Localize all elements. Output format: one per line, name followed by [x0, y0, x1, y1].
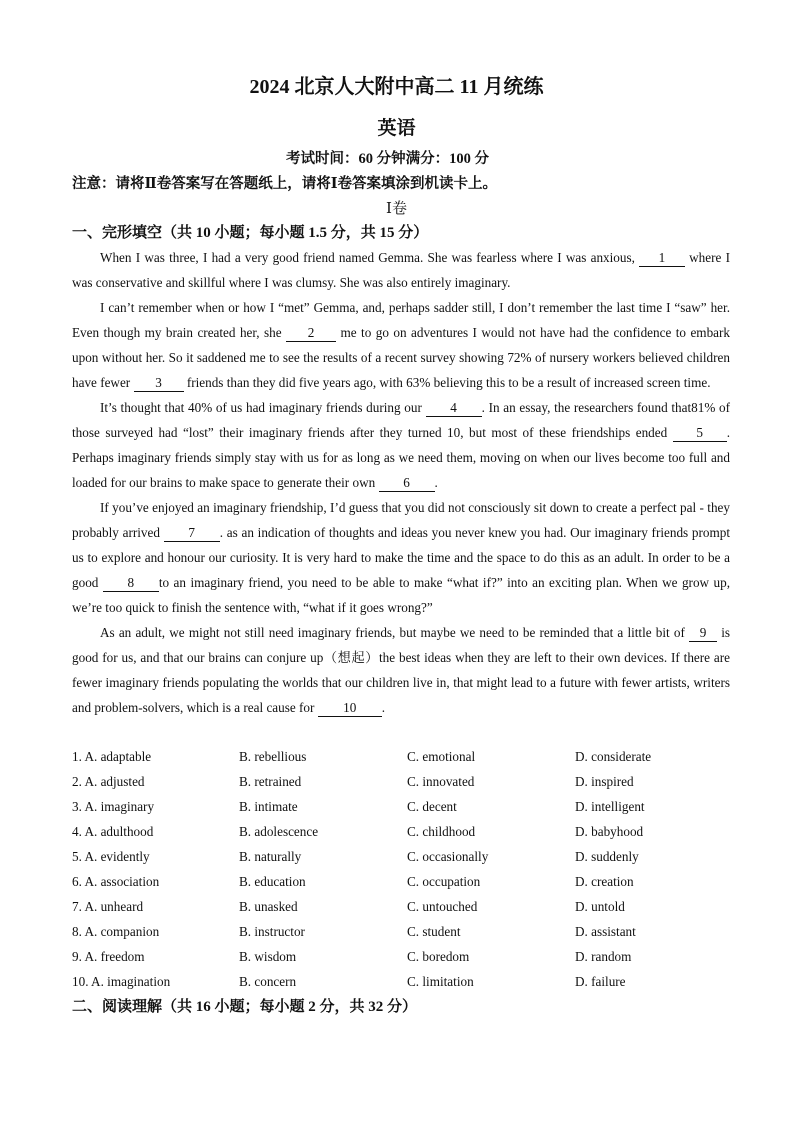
blank-7: 7: [164, 525, 220, 542]
option-b: B. rebellious: [239, 749, 307, 764]
option-c: C. occupation: [407, 874, 481, 889]
question-row: [72, 794, 730, 819]
option-d: D. failure: [575, 974, 626, 989]
question-row: [72, 869, 730, 894]
option-d: D. considerate: [575, 749, 652, 764]
passage-text: When I was three, I had a very good friend named Gemma. She was fearless where I was anxious,: [100, 250, 635, 265]
option-c: C. untouched: [407, 899, 478, 914]
paragraph-4: [72, 495, 730, 620]
passage-text: .: [434, 475, 438, 490]
question-row: [72, 919, 730, 944]
exam-notice: 注意：请将Ⅱ卷答案写在答题纸上，请将Ⅰ卷答案填涂到机读卡上。: [72, 176, 498, 192]
option-a: 9. A. freedom: [72, 949, 145, 964]
passage-text: . In an essay, the researchers found that81% of those surveyed had “lost” their imaginary friends after they turned 10, but most of these friendships ended: [72, 400, 730, 440]
paragraph-3: [72, 395, 730, 495]
option-d: D. untold: [575, 899, 625, 914]
option-b: B. unasked: [239, 899, 298, 914]
option-c: C. emotional: [407, 749, 476, 764]
option-c: C. student: [407, 924, 461, 939]
option-c: C. childhood: [407, 824, 476, 839]
paragraph-2: [72, 295, 730, 395]
passage-text: I can’t remember when or how I “met” Gemma, and, perhaps sadder still, I don’t remember the last time I “saw” her. Even though my brain created her, she: [72, 300, 730, 340]
option-d: D. inspired: [575, 774, 634, 789]
option-b: B. adolescence: [239, 824, 319, 839]
option-d: D. creation: [575, 874, 634, 889]
question-options: [72, 744, 730, 994]
question-row: [72, 944, 730, 969]
passage-text: to an imaginary friend, you need to be able to make “what if?” into an exciting plan. When we grow up, we’re too quick to finish the sentence with, “what if it goes wrong?”: [72, 575, 731, 615]
blank-8: 8: [103, 575, 159, 592]
blank-3: 3: [134, 375, 184, 392]
option-a: 3. A. imaginary: [72, 799, 155, 814]
passage-text: . Perhaps imaginary friends simply stay with us for as long as we need them, moving on when our lives become too full and loaded for our brains to make space to generate their own: [72, 425, 730, 490]
section-2-heading: 二、阅读理解（共 16 小题；每小题 2 分，共 32 分）: [72, 999, 418, 1015]
option-a: 2. A. adjusted: [72, 774, 145, 789]
option-d: D. suddenly: [575, 849, 639, 864]
option-a: 6. A. association: [72, 874, 160, 889]
blank-4: 4: [426, 400, 482, 417]
subject-title: 英语: [377, 118, 416, 139]
passage-text: is good for us, and that our brains can conjure up（想起）the best ideas when they are left to their own devices. If there are fewer imaginary friends populating the worlds that our children live in, that might lead to a future with fewer artists, writers and problem-solvers, which is a real cause for: [72, 625, 730, 715]
passage-text: As an adult, we might not still need imaginary friends, but maybe we need to be reminded that a little bit of: [100, 625, 685, 640]
passage-text: If you’ve enjoyed an imaginary friendship, I’d guess that you did not consciously sit down to create a perfect pal - they probably arrived: [72, 500, 730, 540]
passage-text: It’s thought that 40% of us had imaginary friends during our: [100, 400, 422, 415]
blank-1: 1: [639, 250, 685, 267]
paragraph-5: [72, 620, 730, 720]
passage-text: .: [381, 700, 386, 715]
blank-9: 9: [689, 625, 717, 642]
passage-text: friends than they did five years ago, with 63% believing this to be a result of increased screen time.: [186, 375, 711, 390]
passage-text: where I was conservative and skillful where I was clumsy. She was also entirely imaginary.: [72, 250, 730, 290]
option-d: D. babyhood: [575, 824, 644, 839]
option-a: 8. A. companion: [72, 924, 160, 939]
page-title: 2024 北京人大附中高二 11 月统练: [249, 76, 544, 98]
section-1-heading: 一、完形填空（共 10 小题；每小题 1.5 分，共 15 分）: [72, 225, 429, 241]
question-row: [72, 894, 730, 919]
option-d: D. intelligent: [575, 799, 645, 814]
volume-label: Ⅰ卷: [386, 201, 407, 217]
option-c: C. limitation: [407, 974, 474, 989]
option-b: B. wisdom: [239, 949, 297, 964]
option-c: C. boredom: [407, 949, 470, 964]
option-b: B. naturally: [239, 849, 302, 864]
option-c: C. decent: [407, 799, 457, 814]
option-a: 10. A. imagination: [72, 974, 171, 989]
paragraph-1: [72, 245, 730, 295]
option-a: 4. A. adulthood: [72, 824, 154, 839]
option-b: B. concern: [239, 974, 297, 989]
exam-info: 考试时间：60 分钟满分：100 分: [286, 151, 489, 167]
option-b: B. education: [239, 874, 306, 889]
blank-10: 10: [318, 700, 382, 717]
option-c: C. occasionally: [407, 849, 489, 864]
option-c: C. innovated: [407, 774, 475, 789]
option-a: 5. A. evidently: [72, 849, 150, 864]
blank-6: 6: [379, 475, 435, 492]
blank-5: 5: [673, 425, 727, 442]
passage-text: me to go on adventures I would not have had the confidence to embark upon without her. So it saddened me to see the results of a recent survey showing 72% of nursery workers believed children have fewer: [72, 325, 730, 390]
option-b: B. retrained: [239, 774, 302, 789]
option-b: B. intimate: [239, 799, 298, 814]
option-d: D. random: [575, 949, 632, 964]
option-a: 7. A. unheard: [72, 899, 144, 914]
blank-2: 2: [286, 325, 336, 342]
option-b: B. instructor: [239, 924, 305, 939]
question-row: [72, 969, 730, 994]
question-row: [72, 769, 730, 794]
question-row: [72, 744, 730, 769]
question-row: [72, 844, 730, 869]
question-row: [72, 819, 730, 844]
passage-text: . as an indication of thoughts and ideas you never knew you had. Our imaginary friends prompt us to explore and honour our curiosity. It is very hard to make the time and the space to do this as an adult. In order to be a good: [72, 525, 731, 590]
option-d: D. assistant: [575, 924, 636, 939]
option-a: 1. A. adaptable: [72, 749, 152, 764]
cloze-passage: [72, 245, 730, 720]
